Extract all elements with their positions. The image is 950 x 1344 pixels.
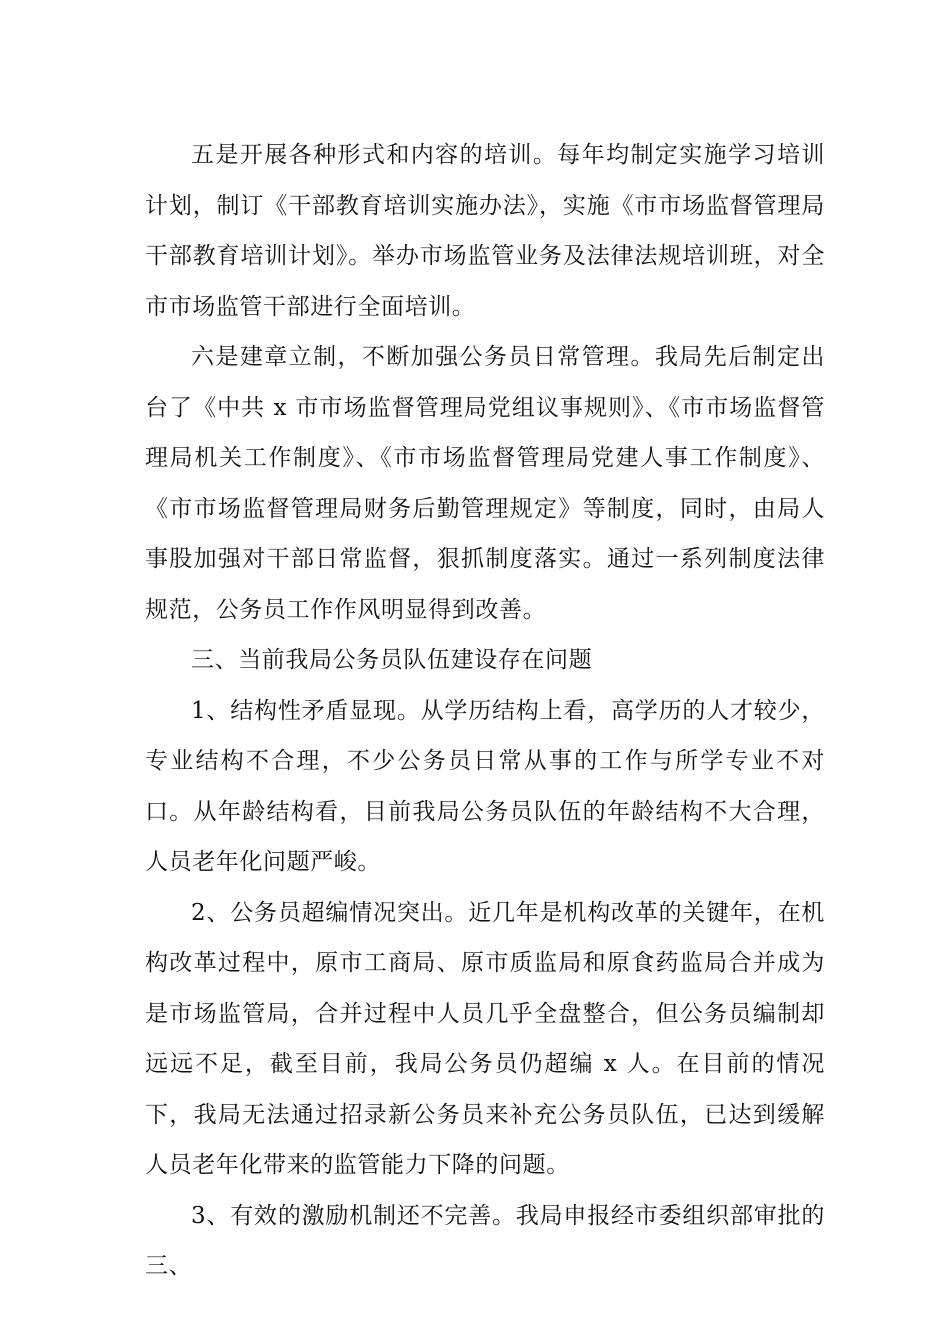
section-heading-problems: 三、当前我局公务员队伍建设存在问题 <box>191 647 593 673</box>
paragraph-regulations: 六是建章立制，不断加强公务员日常管理。我局先后制定出台了《中共 x 市市场监督管理局党组议事规则》、《市市场监督管理局机关工作制度》、《市市场监督管理局党建人事工作制度》、《市市场监督管理局财务后勤管理规定》等制度，同时，由局人事股加强对干部日常监督，狠抓制度落实。通过一系列制度法律规范，公务员工作作风明显得到改善。 <box>145 344 825 623</box>
paragraph-incentives: 3、有效的激励机制还不完善。我局申报经市委组织部审批的三、 <box>145 1202 825 1279</box>
paragraph-structure: 1、结构性矛盾显现。从学历结构上看，高学历的人才较少，专业结构不合理，不少公务员日常从事的工作与所学专业不对口。从年龄结构看，目前我局公务员队伍的年龄结构不大合理，人员老年化问题严峻。 <box>145 697 825 875</box>
document-body <box>145 130 825 1292</box>
paragraph-training: 五是开展各种形式和内容的培训。每年均制定实施学习培训计划，制订《干部教育培训实施办法》，实施《市市场监督管理局干部教育培训计划》。举办市场监管业务及法律法规培训班，对全市市场监管干部进行全面培训。 <box>145 142 825 320</box>
paragraph-overstaffing: 2、公务员超编情况突出。近几年是机构改革的关键年，在机构改革过程中，原市工商局、原市质监局和原食药监局合并成为是市场监管局，合并过程中人员几乎全盘整合，但公务员编制却远远不足，截至目前，我局公务员仍超编 x 人。在目前的情况下，我局无法通过招录新公务员来补充公务员队伍，已达到缓解人员老年化带来的监管能力下降的问题。 <box>145 899 825 1178</box>
